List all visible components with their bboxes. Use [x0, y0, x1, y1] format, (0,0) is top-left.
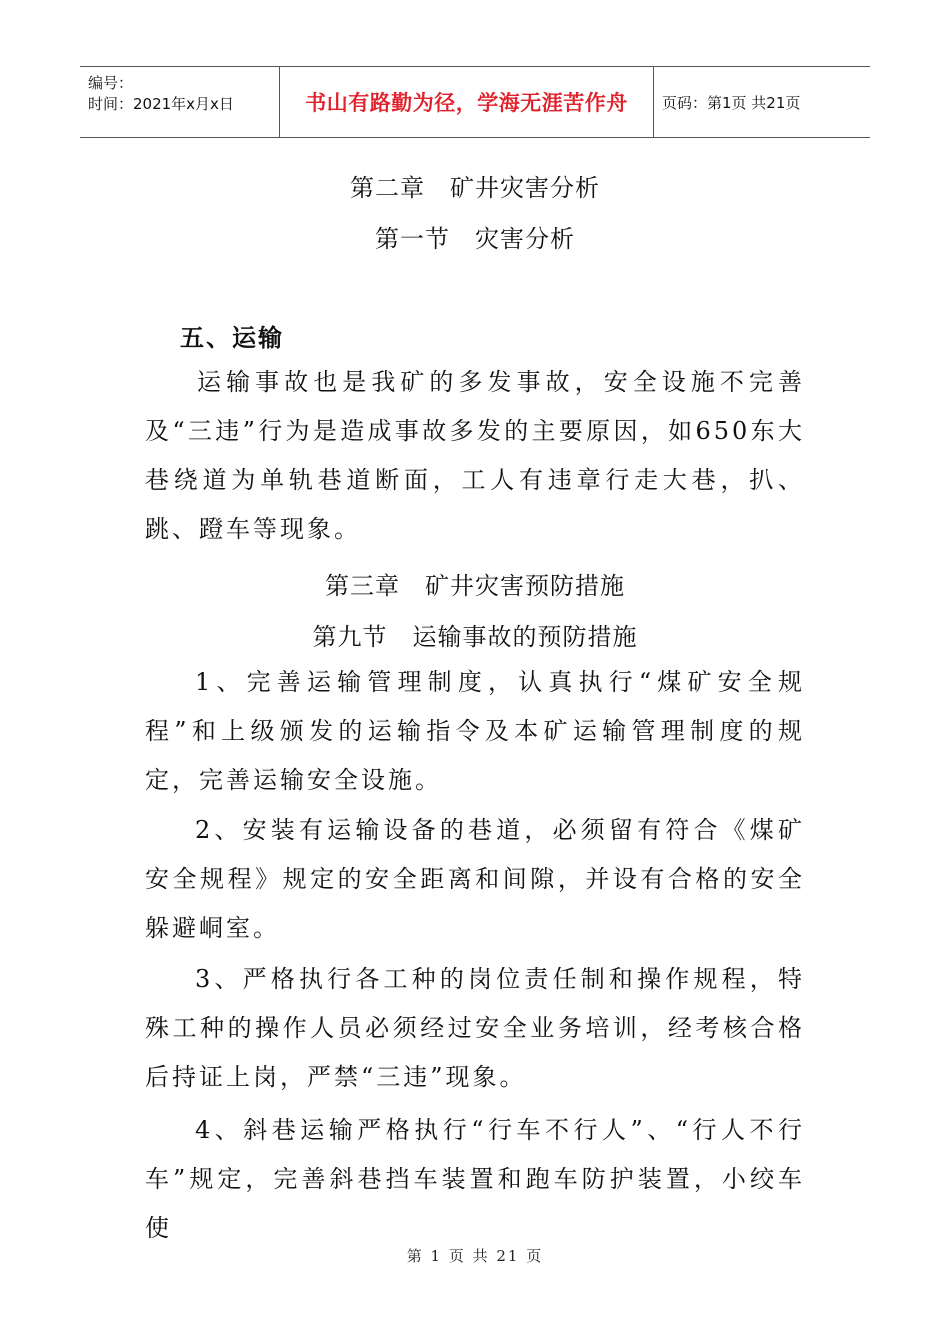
page-label: 页码：第1页 共21页: [662, 93, 801, 112]
section-1-title: 第一节 灾害分析: [375, 225, 575, 253]
motto-text: 书山有路勤为径，学海无涯苦作舟: [305, 91, 628, 115]
measure-1-text: 1、完善运输管理制度，认真执行“煤矿安全规程”和上级颁发的运输指令及本矿运输管理制度的规定，完善运输安全设施。: [145, 668, 805, 794]
header-info-cell: [80, 67, 280, 137]
header-page-cell: [654, 67, 870, 137]
measure-1: [145, 658, 805, 805]
transport-paragraph-text: 运输事故也是我矿的多发事故，安全设施不完善及“三违”行为是造成事故多发的主要原因，如650东大巷绕道为单轨巷道断面，工人有违章行走大巷，扒、跳、蹬车等现象。: [145, 368, 805, 543]
transport-paragraph: [145, 358, 805, 554]
measure-4: [145, 1106, 805, 1253]
item-5-heading: 五、运输: [180, 324, 284, 352]
number-label: 编号：: [88, 74, 134, 92]
chapter-2-title: 第二章 矿井灾害分析: [350, 174, 600, 202]
page-footer: 第 1 页 共 21 页: [406, 1247, 544, 1265]
document-header: [80, 66, 870, 138]
measure-3-text: 3、严格执行各工种的岗位责任制和操作规程，特殊工种的操作人员必须经过安全业务培训，经考核合格后持证上岗，严禁“三违”现象。: [145, 965, 805, 1091]
section-9-title: 第九节 运输事故的预防措施: [312, 623, 638, 651]
time-label: 时间：2021年x月x日: [88, 95, 234, 113]
chapter-3-title: 第三章 矿井灾害预防措施: [325, 572, 625, 600]
header-motto-cell: [280, 67, 654, 137]
measure-2-text: 2、安装有运输设备的巷道，必须留有符合《煤矿安全规程》规定的安全距离和间隙，并设有合格的安全躲避峒室。: [145, 816, 805, 942]
measure-2: [145, 806, 805, 953]
measure-4-text: 4、斜巷运输严格执行“行车不行人”、“行人不行车”规定，完善斜巷挡车装置和跑车防护装置，小绞车使: [145, 1116, 805, 1242]
measure-3: [145, 955, 805, 1102]
